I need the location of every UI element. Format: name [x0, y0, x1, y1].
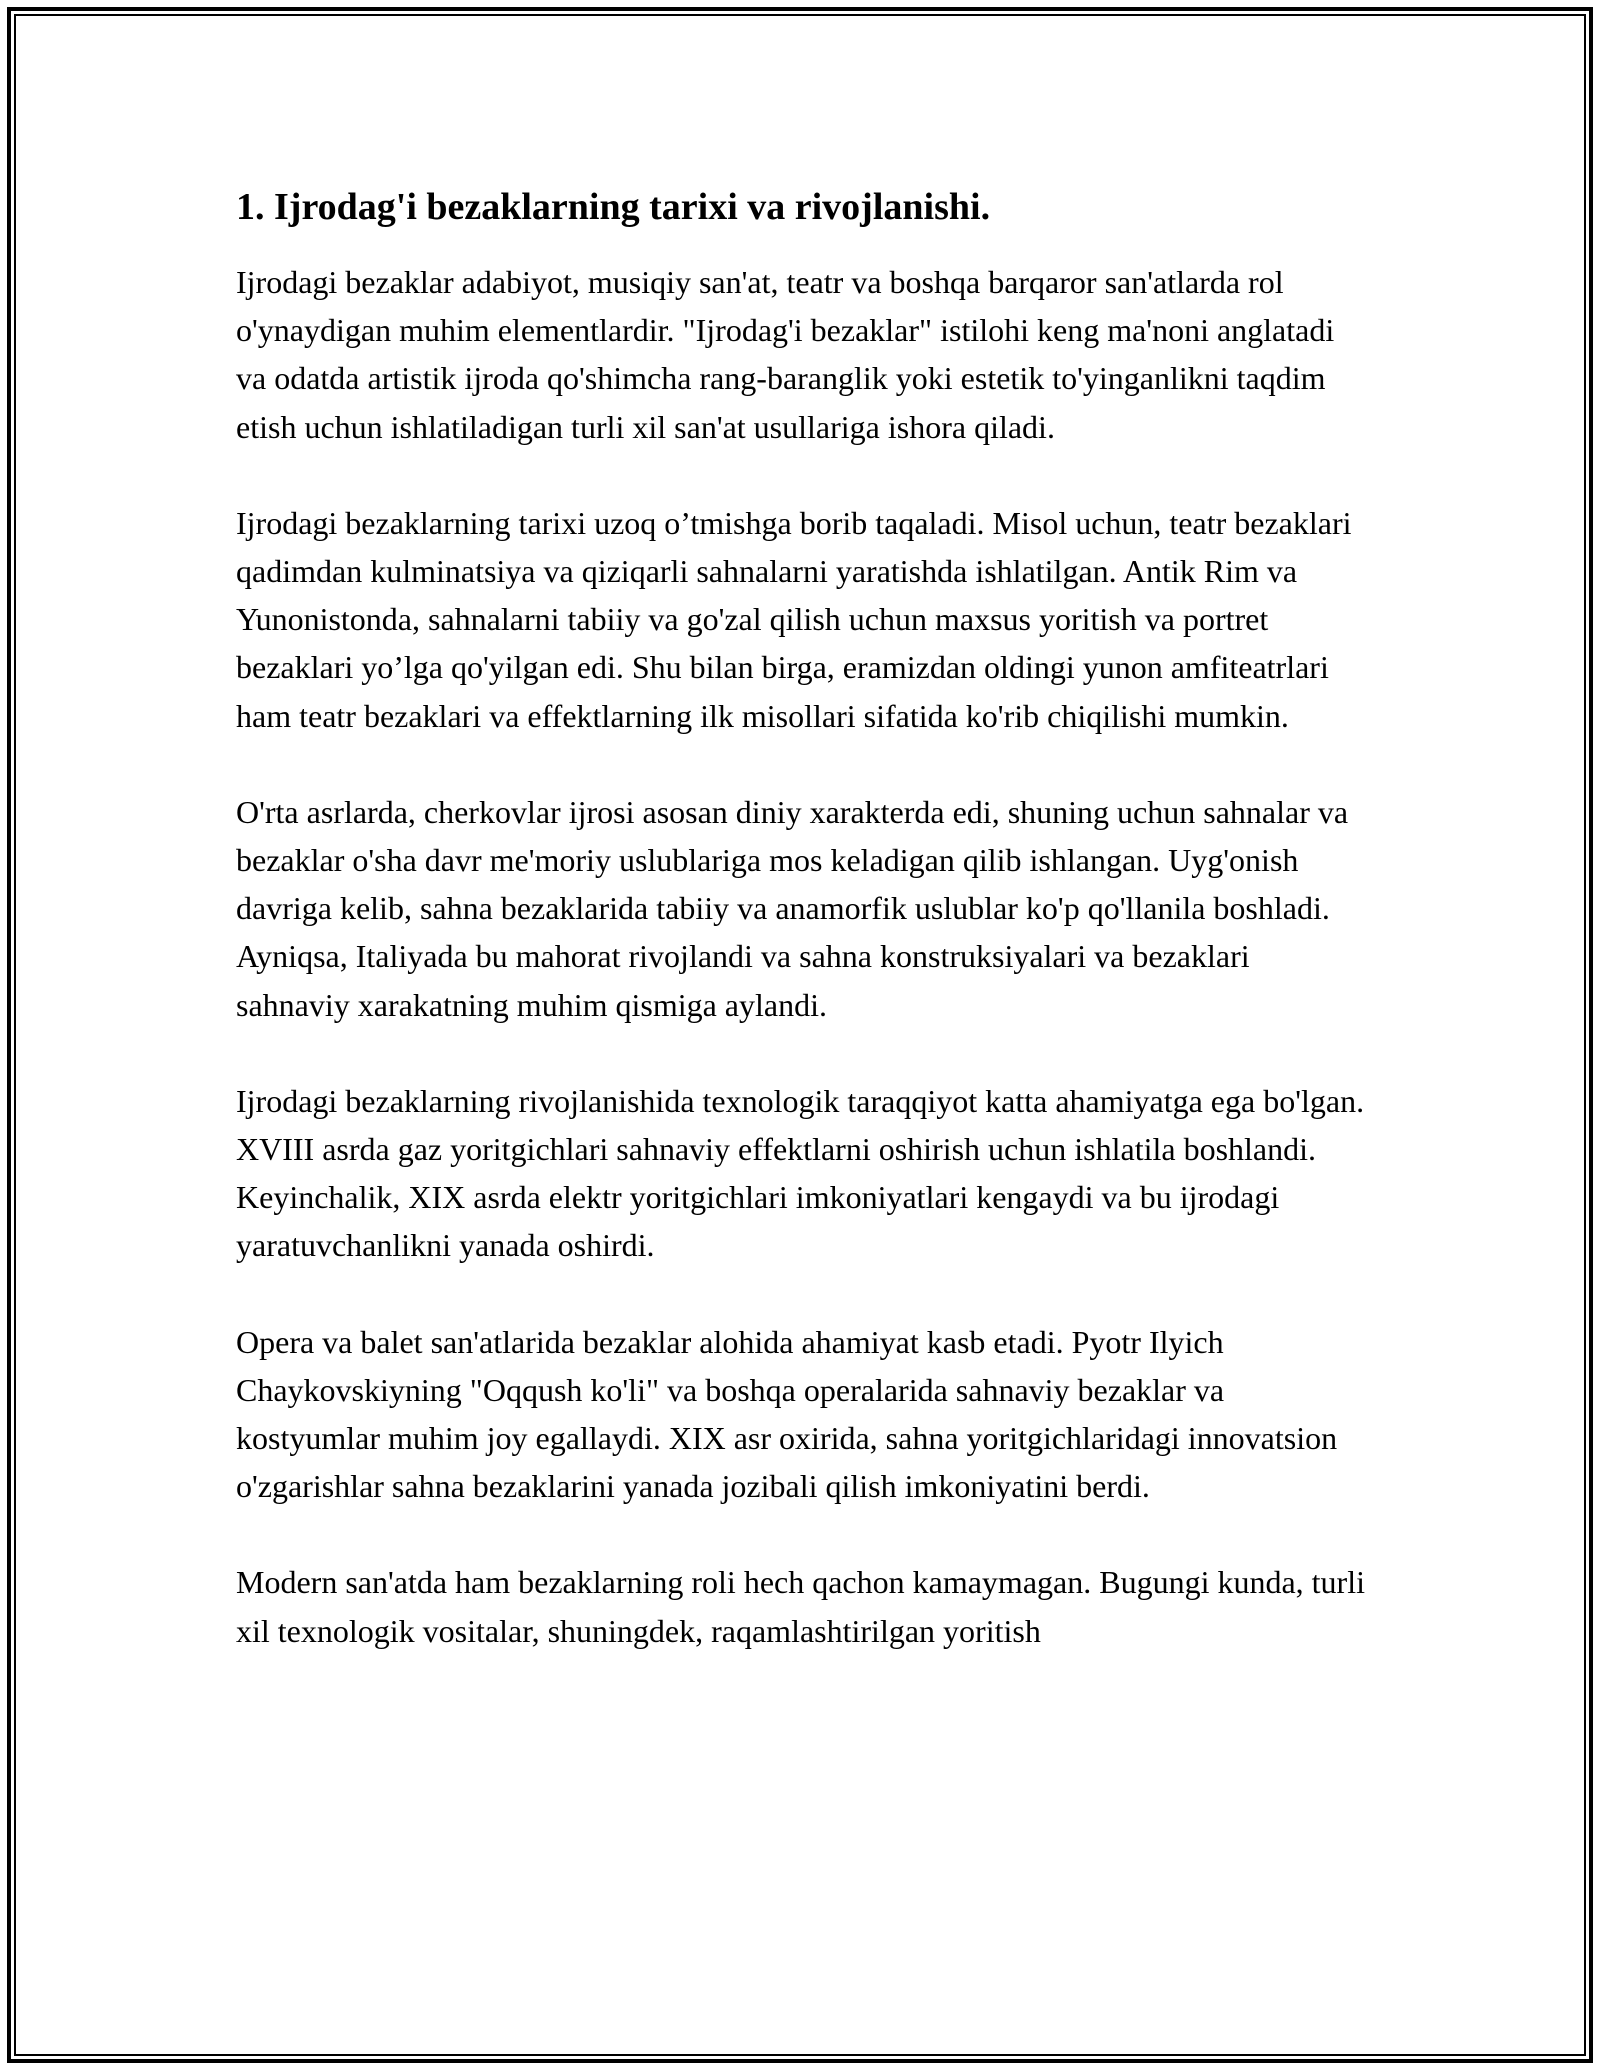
paragraph-2: Ijrodagi bezaklarning tarixi uzoq o’tmishga borib taqaladi. Misol uchun, teatr bezaklari qadimdan kulminatsiya va qiziqarli sahnalarni yaratishda ishlatilgan. Antik Rim va Yunonistonda, sahnalarni tabiiy va go'zal qilish uchun maxsus yoritish va portret bezaklari yo’lga qo'yilgan edi. Shu bilan birga, eramizdan oldingi yunon amfiteatrlari ham teatr bezaklari va effektlarning ilk misollari sifatida ko'rib chiqilishi mumkin.: [236, 504, 1352, 734]
paragraph-3: O'rta asrlarda, cherkovlar ijrosi asosan diniy xarakterda edi, shuning uchun sahnalar va bezaklar o'sha davr me'moriy uslublariga mos keladigan qilib ishlangan. Uyg'onish davriga kelib, sahna bezaklarida tabiiy va anamorfik uslublar ko'p qo'llanila boshladi. Ayniqsa, Italiyada bu mahorat rivojlandi va sahna konstruksiyalari va bezaklari sahnaviy xarakatning muhim qismiga aylandi.: [236, 793, 1349, 1023]
paragraph-1: Ijrodagi bezaklar adabiyot, musiqiy san'at, teatr va boshqa barqaror san'atlarda rol o'ynaydigan muhim elementlardir. "Ijrodag'i bezaklar" istilohi keng ma'noni anglatadi va odatda artistik ijroda qo'shimcha rang-baranglik yoki estetik to'yinganlikni taqdim etish uchun ishlatiladigan turli xil san'at usullariga ishora qiladi.: [236, 264, 1335, 445]
document-body: [236, 182, 1366, 1655]
section-heading: 1. Ijrodag'i bezaklarning tarixi va rivojlanishi.: [236, 186, 991, 228]
paragraph-4: Ijrodagi bezaklarning rivojlanishida texnologik taraqqiyot katta ahamiyatga ega bo'lgan. XVIII asrda gaz yoritgichlari sahnaviy effektlarni oshirish uchun ishlatila boshlandi. Keyinchalik, XIX asrda elektr yoritgichlari imkoniyatlari kengaydi va bu ijrodagi yaratuvchanlikni yanada oshirdi.: [236, 1082, 1365, 1264]
paragraph-6: Modern san'atda ham bezaklarning roli hech qachon kamaymagan. Bugungi kunda, turli xil texnologik vositalar, shuningdek, raqamlashtirilgan yoritish: [236, 1564, 1365, 1649]
paragraph-5: Opera va balet san'atlarida bezaklar alohida ahamiyat kasb etadi. Pyotr Ilyich Chaykovskiyning "Oqqush ko'li" va boshqa operalarida sahnaviy bezaklar va kostyumlar muhim joy egallaydi. XIX asr oxirida, sahna yoritgichlaridagi innovatsion o'zgarishlar sahna bezaklarini yanada jozibali qilish imkoniyatini berdi.: [236, 1323, 1338, 1505]
